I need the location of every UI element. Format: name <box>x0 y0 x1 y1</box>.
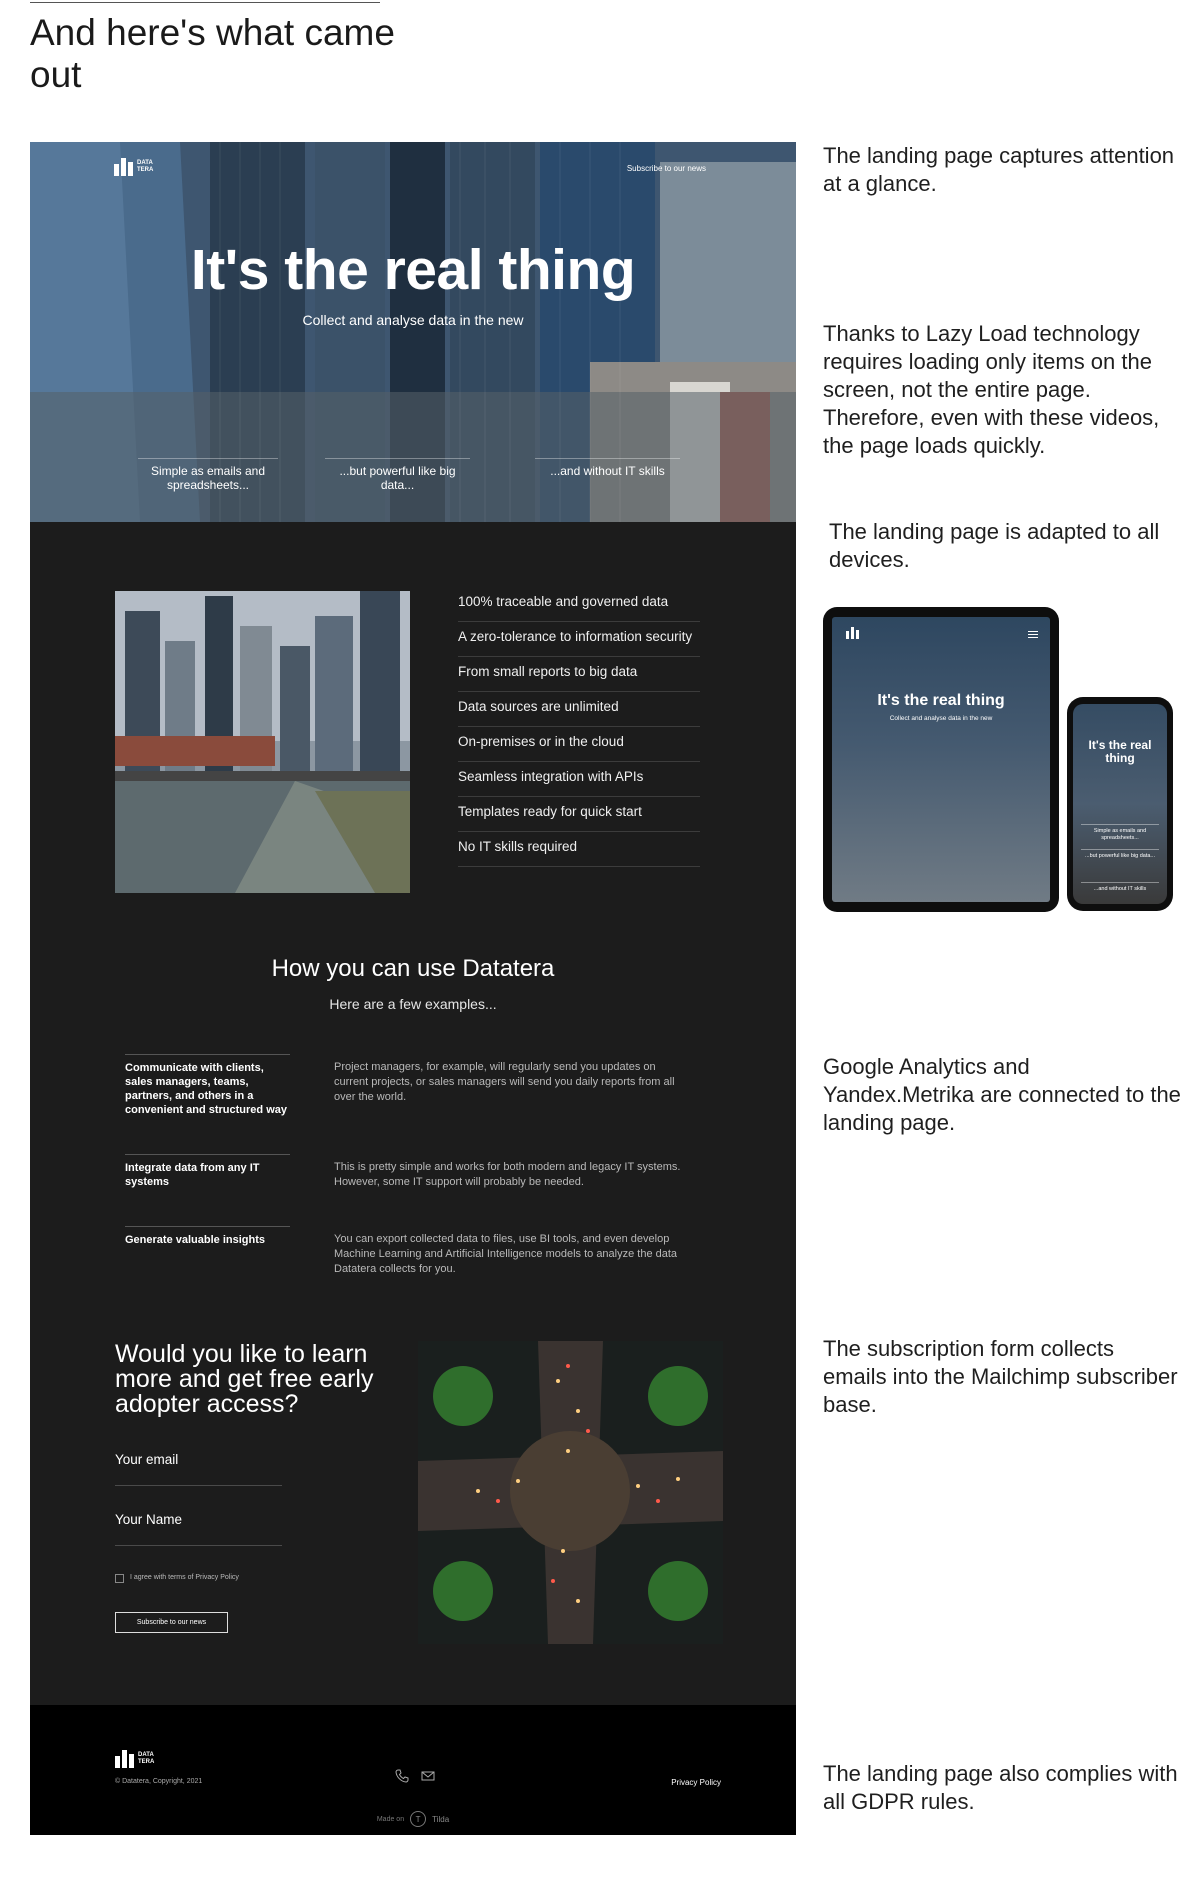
mail-icon[interactable] <box>421 1769 435 1783</box>
landing-page-screenshot <box>30 142 796 1835</box>
tablet-hero-subtitle: Collect and analyse data in the new <box>889 715 993 722</box>
tablet-screen <box>832 617 1050 902</box>
name-field-underline <box>115 1545 282 1546</box>
checklist-item: No IT skills required <box>458 835 700 867</box>
note-mailchimp: The subscription form collects emails into the Mailchimp subscriber base. <box>823 1336 1178 1417</box>
email-field[interactable]: Your email <box>115 1452 179 1467</box>
footer-copyright: © Datatera, Copyright, 2021 <box>115 1778 203 1785</box>
use-case-heading-2: Integrate data from any IT systems <box>125 1154 290 1189</box>
checklist-item: Templates ready for quick start <box>458 800 700 832</box>
footer-privacy-link[interactable]: Privacy Policy <box>671 1778 721 1787</box>
logo-mark-icon <box>114 158 133 176</box>
landing-footer <box>30 1705 796 1835</box>
usage-section-title: How you can use Datatera <box>271 955 555 982</box>
checklist-item: Data sources are unlimited <box>458 695 700 727</box>
phone-feature-3: ...and without IT skills <box>1081 882 1159 893</box>
checklist-item: A zero-tolerance to information security <box>458 625 700 657</box>
privacy-checkbox[interactable] <box>115 1574 124 1583</box>
hero-feature-3: ...and without IT skills <box>535 464 680 478</box>
hero-section <box>30 142 796 522</box>
phone-screen <box>1073 704 1167 904</box>
email-field-underline <box>115 1485 282 1486</box>
name-field[interactable]: Your Name <box>115 1512 183 1527</box>
checklist-item: From small reports to big data <box>458 660 700 692</box>
phone-icon[interactable] <box>395 1769 409 1783</box>
use-case-heading-1: Communicate with clients, sales managers, teams, partners, and others in a convenient and structured way <box>125 1054 290 1117</box>
tablet-hero-title: It's the real thing <box>877 692 1005 709</box>
checklist-item: Seamless integration with APIs <box>458 765 700 797</box>
hamburger-menu-icon[interactable] <box>1028 631 1038 632</box>
top-divider <box>30 2 380 3</box>
use-case-text-3: You can export collected data to files, use BI tools, and even develop Machine Learning and Artificial Intelligence models to analyze the data Datatera collects for you. <box>334 1233 678 1275</box>
use-case-text-1: Project managers, for example, will regularly send you updates on current projects, or sales managers will send you daily reports from all over the world. <box>334 1061 675 1103</box>
privacy-agree-label: I agree with terms of Privacy Policy <box>130 1574 239 1581</box>
logo-mark-icon <box>846 627 859 639</box>
note-analytics: Google Analytics and Yandex.Metrika are connected to the landing page. <box>823 1054 1181 1135</box>
tilda-label: Tilda <box>432 1814 450 1824</box>
page-heading: And here's what came out <box>30 12 395 95</box>
use-case-heading-3: Generate valuable insights <box>125 1226 290 1247</box>
phone-feature-2: ...but powerful like big data... <box>1081 849 1159 860</box>
subscribe-nav-link[interactable]: Subscribe to our news <box>626 164 706 173</box>
tablet-mockup <box>823 607 1059 912</box>
chicago-river-photo <box>115 591 410 893</box>
logo-wordmark: DATA TERA <box>138 1752 155 1765</box>
note-lazy-load: Thanks to Lazy Load technology requires loading only items on the screen, not the entire page. Therefore, even with these videos, the page loads quickly. <box>823 321 1160 458</box>
hero-subtitle: Collect and analyse data in the new <box>302 312 524 328</box>
hero-feature-2: ...but powerful like big data... <box>325 464 470 492</box>
features-checklist <box>458 590 700 870</box>
hero-title: It's the real thing <box>190 238 636 302</box>
logo-wordmark: DATA TERA <box>137 160 154 173</box>
footer-contact-icons <box>395 1769 435 1783</box>
usage-section-subtitle: Here are a few examples... <box>329 996 497 1012</box>
logo-mark-icon <box>115 1750 134 1768</box>
tilda-logo-icon: T <box>410 1811 426 1827</box>
checklist-item: 100% traceable and governed data <box>458 590 700 622</box>
use-case-text-2: This is pretty simple and works for both modern and legacy IT systems. However, some IT support will probably be needed. <box>334 1161 681 1188</box>
phone-mockup <box>1067 697 1173 911</box>
note-gdpr: The landing page also complies with all GDPR rules. <box>823 1761 1178 1814</box>
made-on-label: Made on <box>376 1815 405 1823</box>
night-intersection-photo <box>418 1341 723 1644</box>
subscribe-button[interactable]: Subscribe to our news <box>115 1612 228 1633</box>
made-on-tilda-badge[interactable] <box>30 1811 796 1827</box>
hero-feature-1: Simple as emails and spreadsheets... <box>138 464 278 492</box>
note-responsive: The landing page is adapted to all devices. <box>829 519 1160 572</box>
datatera-logo[interactable] <box>114 158 153 176</box>
signup-form-title: Would you like to learn more and get free early adopter access? <box>115 1340 374 1418</box>
note-attention: The landing page captures attention at a glance. <box>823 143 1175 196</box>
checklist-item: On-premises or in the cloud <box>458 730 700 762</box>
phone-feature-1: Simple as emails and spreadsheets... <box>1081 824 1159 842</box>
phone-hero-title: It's the real thing <box>1088 738 1152 765</box>
footer-logo[interactable] <box>115 1750 154 1768</box>
